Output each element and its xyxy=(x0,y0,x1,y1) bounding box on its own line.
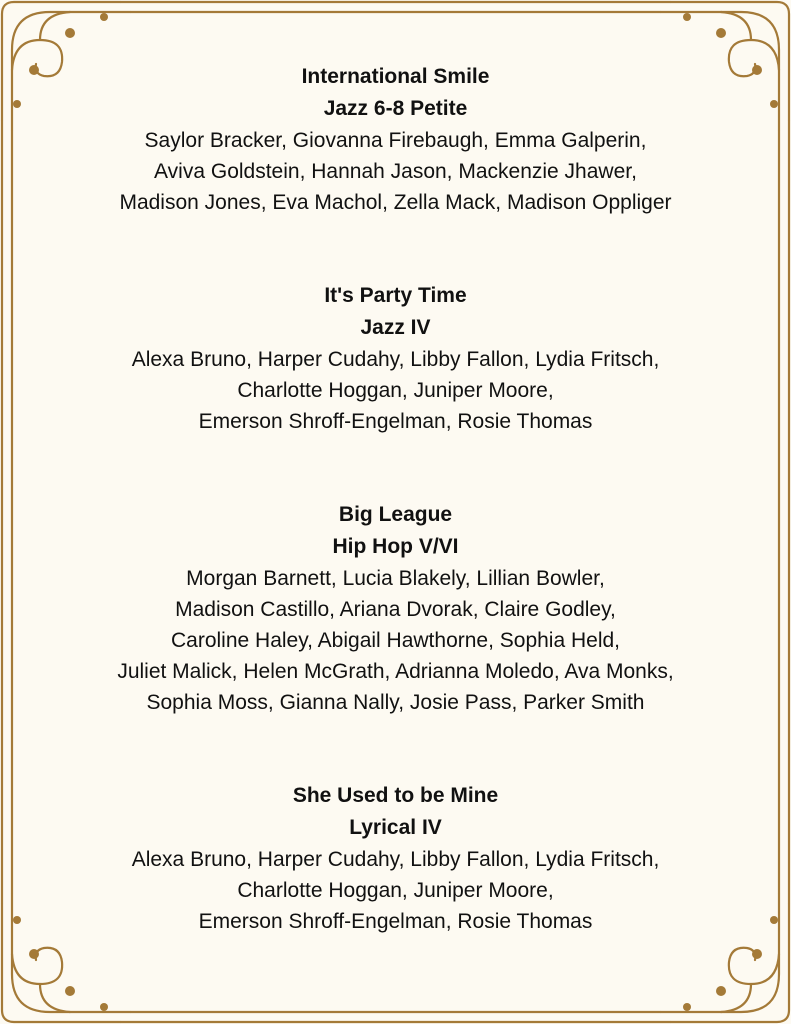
names-line: Charlotte Hoggan, Juniper Moore, xyxy=(237,379,554,402)
names-line: Juliet Malick, Helen McGrath, Adrianna Moledo, Ava Monks, xyxy=(117,660,674,683)
dancer-names xyxy=(0,563,791,718)
routine-style: Jazz 6-8 Petite xyxy=(323,97,468,120)
names-line: Madison Castillo, Ariana Dvorak, Claire Godley, xyxy=(175,598,616,621)
program-list xyxy=(0,61,791,999)
program-section xyxy=(0,499,791,718)
program-section xyxy=(0,280,791,437)
dancer-names xyxy=(0,125,791,218)
routine-style: Hip Hop V/VI xyxy=(332,535,459,558)
names-line: Emerson Shroff-Engelman, Rosie Thomas xyxy=(198,910,593,933)
dancer-names xyxy=(0,344,791,437)
dancer-names xyxy=(0,844,791,937)
names-line: Alexa Bruno, Harper Cudahy, Libby Fallon, Lydia Fritsch, xyxy=(131,348,660,371)
names-line: Charlotte Hoggan, Juniper Moore, xyxy=(237,879,554,902)
routine-title: She Used to be Mine xyxy=(292,784,499,807)
routine-title: Big League xyxy=(338,503,453,526)
program-section xyxy=(0,780,791,937)
program-section xyxy=(0,61,791,218)
names-line: Madison Jones, Eva Machol, Zella Mack, Madison Oppliger xyxy=(119,191,672,214)
names-line: Alexa Bruno, Harper Cudahy, Libby Fallon, Lydia Fritsch, xyxy=(131,848,660,871)
names-line: Emerson Shroff-Engelman, Rosie Thomas xyxy=(198,410,593,433)
names-line: Morgan Barnett, Lucia Blakely, Lillian Bowler, xyxy=(186,567,605,590)
routine-style: Jazz IV xyxy=(360,316,431,339)
routine-style: Lyrical IV xyxy=(349,816,442,839)
routine-title: International Smile xyxy=(301,65,490,88)
names-line: Saylor Bracker, Giovanna Firebaugh, Emma Galperin, xyxy=(144,129,647,152)
names-line: Sophia Moss, Gianna Nally, Josie Pass, Parker Smith xyxy=(146,691,645,714)
names-line: Aviva Goldstein, Hannah Jason, Mackenzie Jhawer, xyxy=(154,160,637,183)
routine-title: It's Party Time xyxy=(324,284,467,307)
names-line: Caroline Haley, Abigail Hawthorne, Sophia Held, xyxy=(170,629,621,652)
